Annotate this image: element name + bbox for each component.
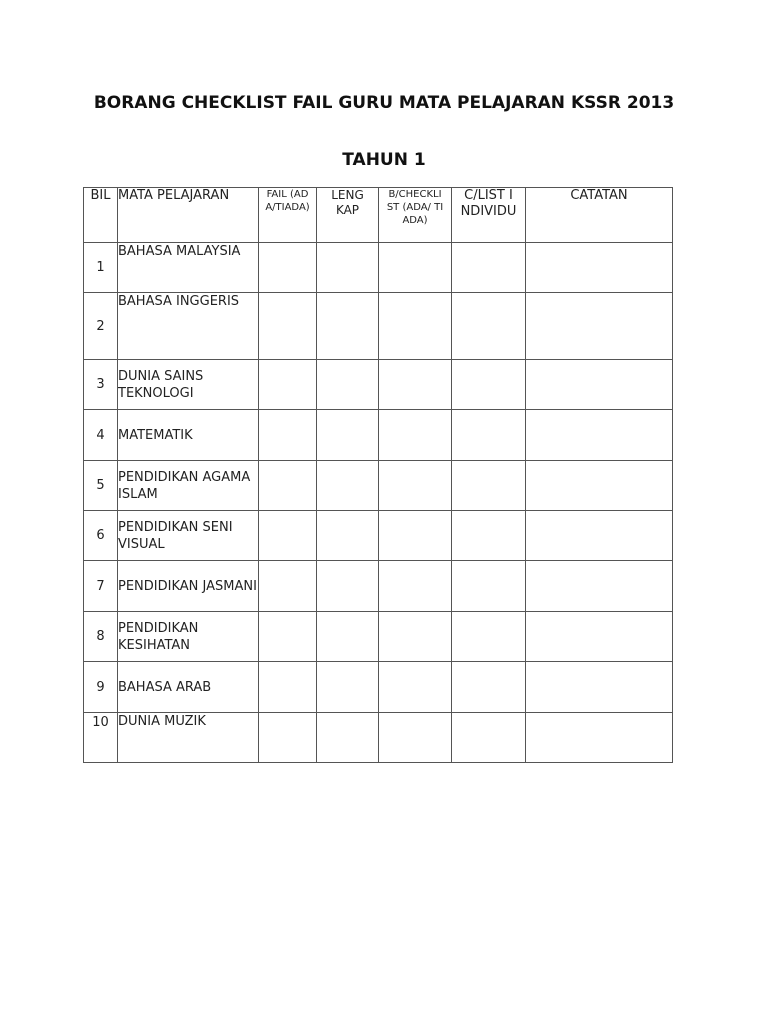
lengkap-cell[interactable] [317, 662, 379, 713]
table-row [84, 293, 673, 360]
clist-cell[interactable] [452, 511, 526, 561]
header-mata-pelajaran: MATA PELAJARAN [118, 188, 259, 243]
bchecklist-cell[interactable] [379, 360, 452, 410]
clist-cell[interactable] [452, 293, 526, 360]
fail-cell[interactable] [259, 612, 317, 662]
catatan-cell[interactable] [526, 243, 673, 293]
document-title: BORANG CHECKLIST FAIL GURU MATA PELAJARAN KSSR 2013 [93, 93, 675, 113]
lengkap-cell[interactable] [317, 243, 379, 293]
catatan-cell[interactable] [526, 561, 673, 612]
table-row [84, 612, 673, 662]
header-bil: BIL [84, 188, 118, 243]
catatan-cell[interactable] [526, 713, 673, 763]
table-row [84, 511, 673, 561]
lengkap-cell[interactable] [317, 293, 379, 360]
header-lengkap: LENGKAP [317, 188, 379, 243]
row-bil: 2 [84, 293, 118, 360]
clist-cell[interactable] [452, 662, 526, 713]
clist-cell[interactable] [452, 561, 526, 612]
catatan-cell[interactable] [526, 511, 673, 561]
clist-cell[interactable] [452, 243, 526, 293]
row-bil: 10 [84, 713, 118, 763]
row-subject: PENDIDIKAN AGAMA ISLAM [118, 461, 259, 511]
fail-cell[interactable] [259, 713, 317, 763]
lengkap-cell[interactable] [317, 511, 379, 561]
bchecklist-cell[interactable] [379, 243, 452, 293]
table-row [84, 461, 673, 511]
clist-cell[interactable] [452, 410, 526, 461]
catatan-cell[interactable] [526, 612, 673, 662]
lengkap-cell[interactable] [317, 612, 379, 662]
table-row [84, 713, 673, 763]
row-subject: DUNIA SAINS TEKNOLOGI [118, 360, 259, 410]
row-subject: DUNIA MUZIK [118, 713, 259, 763]
table-row [84, 410, 673, 461]
fail-cell[interactable] [259, 360, 317, 410]
bchecklist-cell[interactable] [379, 561, 452, 612]
row-subject: MATEMATIK [118, 410, 259, 461]
row-subject: BAHASA INGGERIS [118, 293, 259, 360]
row-bil: 4 [84, 410, 118, 461]
catatan-cell[interactable] [526, 360, 673, 410]
lengkap-cell[interactable] [317, 713, 379, 763]
clist-cell[interactable] [452, 612, 526, 662]
row-subject: PENDIDIKAN KESIHATAN [118, 612, 259, 662]
header-fail: FAIL (ADA/TIADA) [259, 188, 317, 243]
header-row [84, 188, 673, 243]
bchecklist-cell[interactable] [379, 612, 452, 662]
catatan-cell[interactable] [526, 662, 673, 713]
row-bil: 3 [84, 360, 118, 410]
fail-cell[interactable] [259, 662, 317, 713]
fail-cell[interactable] [259, 243, 317, 293]
catatan-cell[interactable] [526, 410, 673, 461]
fail-cell[interactable] [259, 461, 317, 511]
row-subject: PENDIDIKAN JASMANI [118, 561, 259, 612]
table-row [84, 561, 673, 612]
clist-cell[interactable] [452, 461, 526, 511]
fail-cell[interactable] [259, 293, 317, 360]
lengkap-cell[interactable] [317, 360, 379, 410]
bchecklist-cell[interactable] [379, 410, 452, 461]
bchecklist-cell[interactable] [379, 511, 452, 561]
header-catatan: CATATAN [526, 188, 673, 243]
catatan-cell[interactable] [526, 461, 673, 511]
clist-cell[interactable] [452, 713, 526, 763]
checklist-table [83, 187, 673, 763]
header-bchecklist: B/CHECKLIST (ADA/ TIADA) [379, 188, 452, 243]
table-row [84, 662, 673, 713]
row-subject: BAHASA ARAB [118, 662, 259, 713]
bchecklist-cell[interactable] [379, 713, 452, 763]
fail-cell[interactable] [259, 410, 317, 461]
row-bil: 7 [84, 561, 118, 612]
table-row [84, 360, 673, 410]
row-subject: PENDIDIKAN SENI VISUAL [118, 511, 259, 561]
fail-cell[interactable] [259, 511, 317, 561]
row-subject: BAHASA MALAYSIA [118, 243, 259, 293]
row-bil: 6 [84, 511, 118, 561]
row-bil: 9 [84, 662, 118, 713]
catatan-cell[interactable] [526, 293, 673, 360]
bchecklist-cell[interactable] [379, 662, 452, 713]
lengkap-cell[interactable] [317, 410, 379, 461]
row-bil: 5 [84, 461, 118, 511]
row-bil: 1 [84, 243, 118, 293]
header-clist: C/LIST INDIVIDU [452, 188, 526, 243]
bchecklist-cell[interactable] [379, 293, 452, 360]
lengkap-cell[interactable] [317, 461, 379, 511]
table-row [84, 243, 673, 293]
clist-cell[interactable] [452, 360, 526, 410]
fail-cell[interactable] [259, 561, 317, 612]
bchecklist-cell[interactable] [379, 461, 452, 511]
document-subtitle: TAHUN 1 [342, 150, 426, 170]
lengkap-cell[interactable] [317, 561, 379, 612]
row-bil: 8 [84, 612, 118, 662]
